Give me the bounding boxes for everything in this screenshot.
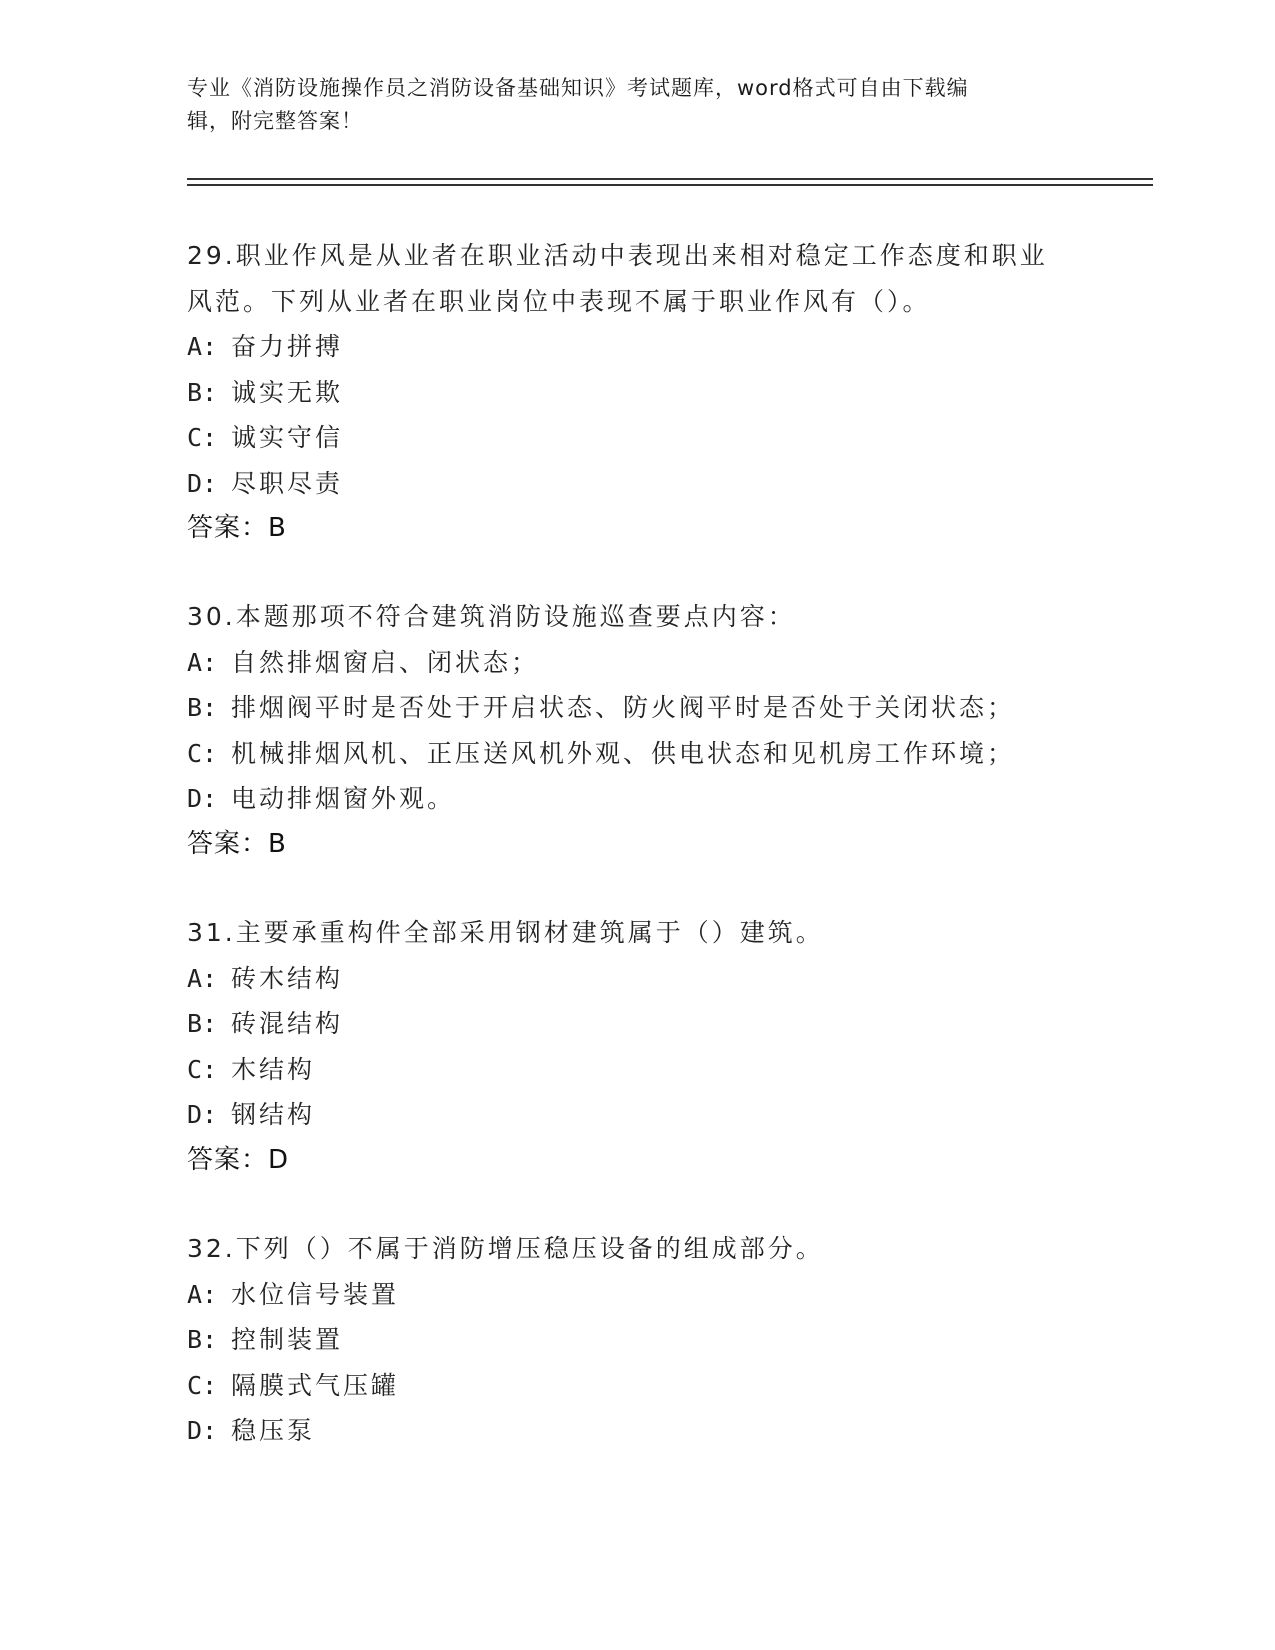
question-31 (187, 910, 1087, 1183)
option-text: 奋力拼搏 (231, 332, 344, 361)
option-text: 排烟阀平时是否处于开启状态、防火阀平时是否处于关闭状态； (231, 693, 1016, 722)
option-letter: C: (187, 738, 218, 768)
option-letter: C: (187, 1370, 218, 1400)
question-stem-line: 风范。下列从业者在职业岗位中表现不属于职业作风有（）。 (187, 286, 931, 316)
option-d (187, 776, 1087, 822)
option-letter: B: (187, 377, 218, 407)
option-letter: D: (187, 468, 218, 498)
option-a (187, 640, 1087, 686)
option-text: 尽职尽责 (231, 468, 344, 498)
option-letter: A: (187, 1279, 218, 1309)
header-divider-bottom (187, 184, 1153, 186)
option-d (187, 1092, 1087, 1138)
option-b (187, 685, 1087, 731)
question-stem-line: 29.职业作风是从业者在职业活动中表现出来相对稳定工作态度和职业 (187, 241, 1048, 270)
option-letter: D: (187, 784, 218, 813)
option-text: 自然排烟窗启、闭状态； (231, 647, 540, 677)
option-b (187, 370, 1087, 416)
question-stem-line: 31.主要承重构件全部采用钢材建筑属于（）建筑。 (187, 918, 824, 947)
option-letter: D: (187, 1100, 218, 1129)
question-30 (187, 594, 1087, 867)
document-header (187, 72, 1077, 138)
header-line-2: 辑，附完整答案！ (187, 109, 363, 133)
option-letter: B: (187, 1325, 218, 1354)
option-letter: B: (187, 1009, 218, 1038)
option-text: 木结构 (231, 1054, 316, 1084)
option-d (187, 461, 1087, 507)
option-c (187, 1047, 1087, 1093)
option-text: 砖木结构 (231, 963, 344, 993)
option-text: 电动排烟窗外观。 (231, 784, 456, 813)
question-stem-line: 30.本题那项不符合建筑消防设施巡查要点内容： (187, 602, 796, 631)
option-letter: A: (187, 963, 218, 993)
option-text: 水位信号装置 (231, 1279, 400, 1309)
option-b (187, 1317, 1087, 1363)
option-c (187, 415, 1087, 461)
option-d (187, 1408, 1087, 1454)
option-letter: A: (187, 332, 218, 361)
question-stem-line: 32.下列（）不属于消防增压稳压设备的组成部分。 (187, 1234, 824, 1263)
header-line-1: 专业《消防设施操作员之消防设备基础知识》考试题库，word格式可自由下载编 (187, 76, 969, 100)
option-text: 砖混结构 (231, 1009, 344, 1038)
option-text: 诚实守信 (231, 423, 344, 452)
option-c (187, 1363, 1087, 1409)
option-letter: D: (187, 1416, 218, 1445)
header-divider-top (187, 178, 1153, 180)
option-text: 诚实无欺 (231, 377, 344, 407)
option-text: 钢结构 (231, 1100, 316, 1129)
option-text: 隔膜式气压罐 (231, 1370, 400, 1400)
option-c (187, 731, 1087, 777)
question-29 (187, 233, 1087, 552)
answer-label: 答案：B (187, 513, 287, 543)
option-text: 机械排烟风机、正压送风机外观、供电状态和见机房工作环境； (231, 738, 1016, 768)
option-letter: C: (187, 423, 218, 452)
question-32 (187, 1226, 1087, 1454)
answer-label: 答案：D (187, 1144, 290, 1175)
option-a (187, 956, 1087, 1002)
option-b (187, 1001, 1087, 1047)
option-letter: C: (187, 1054, 218, 1084)
option-text: 稳压泵 (231, 1416, 316, 1445)
option-letter: B: (187, 693, 218, 722)
option-text: 控制装置 (231, 1325, 344, 1354)
option-a (187, 324, 1087, 370)
option-a (187, 1272, 1087, 1318)
option-letter: A: (187, 647, 218, 677)
answer-label: 答案：B (187, 828, 287, 859)
